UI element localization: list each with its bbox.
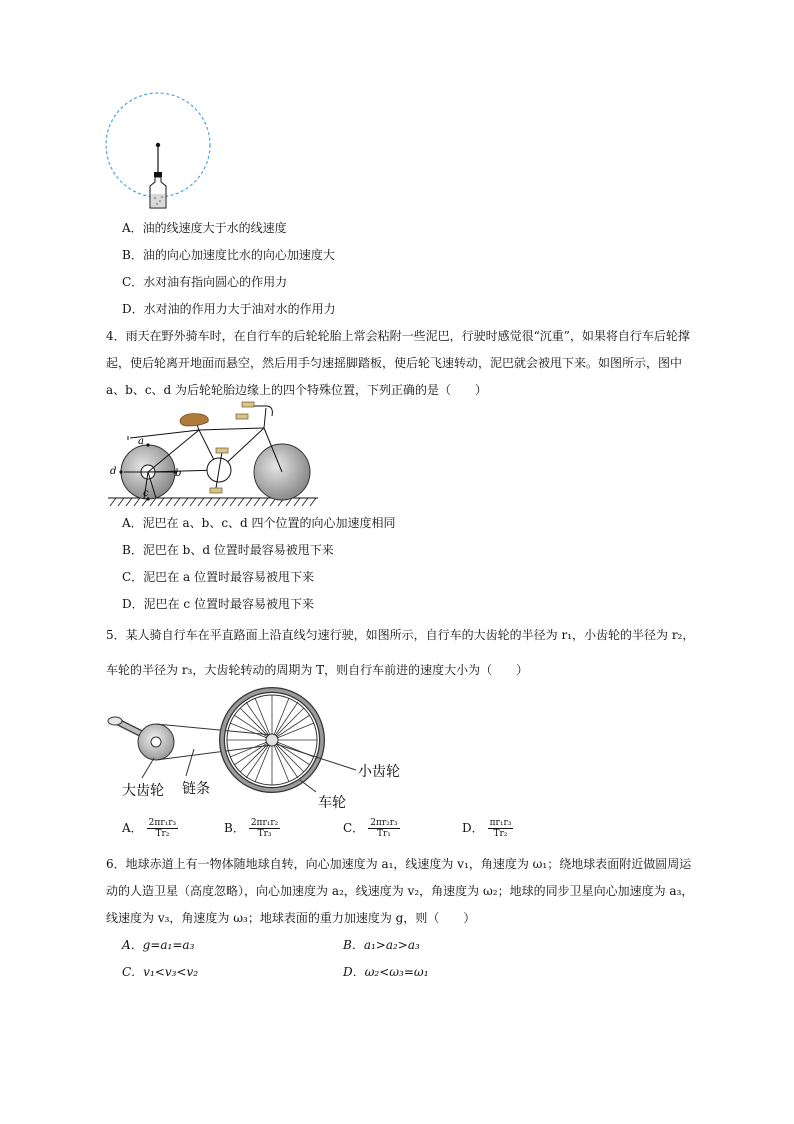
q5-option-c-fraction bbox=[368, 818, 399, 839]
q5-option-b-numerator: 2πr₁r₂ bbox=[250, 818, 279, 828]
q5-option-a-label: A． bbox=[122, 821, 143, 835]
q5-stem-line-1: 5．某人骑自行车在平直路面上沿直线匀速行驶，如图所示，自行车的大齿轮的半径为 r₁，小齿轮的半径为 r₂， bbox=[106, 628, 695, 642]
q5-option-a bbox=[122, 818, 178, 839]
pedal-bottom bbox=[210, 488, 222, 493]
label-a: a bbox=[138, 436, 144, 447]
q3-figure bbox=[100, 90, 220, 215]
label-b: b bbox=[175, 468, 182, 479]
q5-stem-line-2: 车轮的半径为 r₃，大齿轮转动的周期为 T，则自行车前进的速度大小为（ ） bbox=[106, 663, 529, 677]
handle-grip bbox=[242, 402, 254, 407]
label-d: d bbox=[110, 466, 117, 477]
q3-option-a: A．油的线速度大于水的线速度 bbox=[122, 221, 287, 235]
q4-option-a: A．泥巴在 a、b、c、d 四个位置的向心加速度相同 bbox=[122, 516, 396, 530]
q5-gear-figure bbox=[104, 686, 434, 814]
q5-option-d bbox=[462, 818, 513, 839]
q4-stem-line-3: a、b、c、d 为后轮轮胎边缘上的四个特殊位置，下列正确的是（ ） bbox=[106, 383, 488, 397]
label-small-gear: 小齿轮 bbox=[358, 764, 400, 780]
q3-option-c: C．水对油有指向圆心的作用力 bbox=[122, 275, 288, 289]
reflector bbox=[236, 414, 248, 419]
bottle-icon bbox=[150, 172, 166, 208]
q5-option-c-numerator: 2πr₂r₃ bbox=[370, 818, 398, 828]
q6-option-c: C．v₁<v₃<v₂ bbox=[122, 965, 199, 979]
q3-option-d: D．水对油的作用力大于油对水的作用力 bbox=[122, 302, 336, 316]
q4-option-b: B．泥巴在 b、d 位置时最容易被甩下来 bbox=[122, 543, 334, 557]
crank-handle bbox=[108, 717, 122, 725]
q5-option-d-denominator: Tr₂ bbox=[493, 829, 508, 839]
q3-option-b: B．油的向心加速度比水的向心加速度大 bbox=[122, 248, 335, 262]
label-chain: 链条 bbox=[182, 781, 210, 797]
q4-stem-line-1: 4．雨天在野外骑车时，在自行车的后轮轮胎上常会粘附一些泥巴，行驶时感觉很“沉重”，如果将自行车后轮撑 bbox=[106, 329, 690, 343]
q5-option-a-fraction bbox=[147, 818, 178, 839]
q5-option-d-fraction bbox=[488, 818, 514, 839]
q6-stem-line-1: 6．地球赤道上有一物体随地球自转，向心加速度为 a₁，线速度为 v₁，角速度为 ω₁；绕地球表面附近做圆周运 bbox=[106, 857, 692, 871]
q6-option-a: A．g=a₁=a₃ bbox=[122, 938, 195, 952]
q6-stem-line-3: 线速度为 v₃，角速度为 ω₃；地球表面的重力加速度为 g，则（ ） bbox=[106, 911, 476, 925]
saddle bbox=[180, 414, 208, 426]
label-c: c bbox=[143, 488, 149, 499]
q6-stem-line-2: 动的人造卫星（高度忽略），向心加速度为 a₂，线速度为 v₂，角速度为 ω₂；地球的同步卫星向心加速度为 a₃， bbox=[106, 884, 694, 898]
pedal-top bbox=[216, 448, 228, 453]
q4-stem-line-2: 起，使后轮离开地面而悬空，然后用手匀速摇脚踏板，使后轮飞速转动，泥巴就会被甩下来。如图所示，图中 bbox=[106, 356, 683, 370]
q5-option-d-numerator: πr₁r₃ bbox=[489, 818, 512, 828]
label-big-gear: 大齿轮 bbox=[122, 783, 164, 799]
q5-option-b-label: B． bbox=[224, 821, 245, 835]
q5-option-d-label: D． bbox=[462, 821, 484, 835]
q5-option-b-fraction bbox=[249, 818, 280, 839]
q4-bicycle-figure bbox=[104, 400, 322, 508]
q5-option-b-denominator: Tr₃ bbox=[257, 829, 272, 839]
q4-option-d: D．泥巴在 c 位置时最容易被甩下来 bbox=[122, 597, 314, 611]
q5-option-a-denominator: Tr₂ bbox=[155, 829, 170, 839]
q5-option-a-numerator: 2πr₁r₃ bbox=[148, 818, 177, 828]
q5-option-c bbox=[343, 818, 400, 839]
q6-option-b: B．a₁>a₂>a₃ bbox=[343, 938, 420, 952]
q4-option-c: C．泥巴在 a 位置时最容易被甩下来 bbox=[122, 570, 314, 584]
q5-option-c-label: C． bbox=[343, 821, 365, 835]
q5-option-c-denominator: Tr₁ bbox=[376, 829, 391, 839]
label-wheel: 车轮 bbox=[318, 795, 346, 811]
q5-option-b bbox=[224, 818, 280, 839]
q6-option-d: D．ω₂<ω₃=ω₁ bbox=[343, 965, 429, 979]
